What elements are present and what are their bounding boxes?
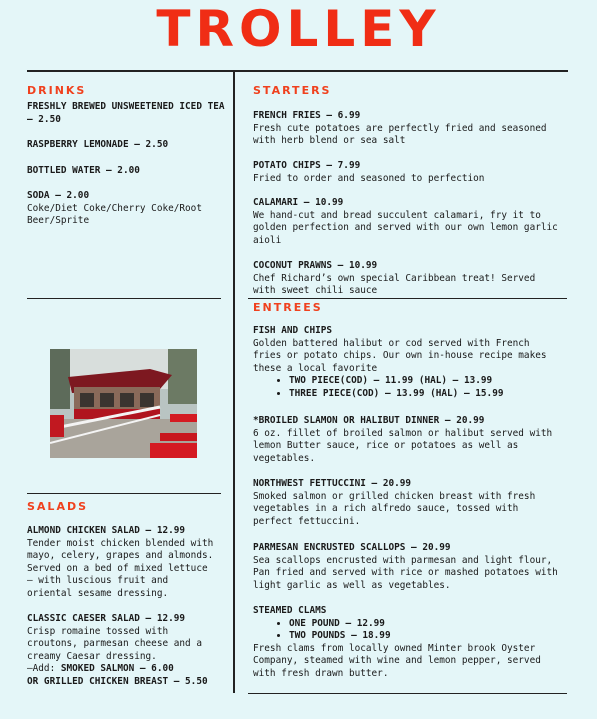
option-two-pounds: • TWO POUNDS – 18.99	[289, 630, 563, 643]
trolley-photo	[50, 349, 197, 458]
page-title: TROLLEY	[156, 0, 441, 58]
option-two-piece: • TWO PIECE(COD) – 11.99 (HAL) – 13.99	[289, 375, 563, 388]
entree-broiled-salmon: *BROILED SLAMON OR HALIBUT DINNER – 20.99 6 oz. fillet of broiled salmon or halibut served with lemon Butter sauce, rice or potatoes as well as vegetables.	[253, 415, 553, 464]
starter-coconut-prawns: COCONUT PRAWNS – 10.99 Chef Richard’s own special Caribbean treat! Served with sweet chili sauce	[253, 260, 536, 297]
salads-heading: SALADS	[27, 500, 89, 513]
bottom-divider	[248, 693, 567, 694]
starter-potato-chips: POTATO CHIPS – 7.99 Fried to order and seasoned to perfection	[253, 160, 485, 184]
drink-soda: SODA – 2.00 Coke/Diet Coke/Cherry Coke/Root Beer/Sprite	[27, 190, 202, 227]
entree-steamed-clams: STEAMED CLAMS • ONE POUND – 12.99 • TWO POUNDS – 18.99 Fresh clams from locally owned Minter brook Oyster Company, steamed with wine and lemon pepper, served with fresh drawn butter.	[253, 605, 563, 681]
drink-raspberry-lemonade: RASPBERRY LEMONADE – 2.50	[27, 139, 169, 150]
entree-parmesan-scallops: PARMESAN ENCRUSTED SCALLOPS – 20.99 Sea scallops encrusted with parmesan and light flour, Pan fried and served with rice or mashed potatoes with light garlic as well as vegetables.	[253, 542, 558, 591]
starter-calamari: CALAMARI – 10.99 We hand-cut and bread succulent calamari, fry it to golden perfection and served with our own lemon garlic aioli	[253, 197, 558, 246]
salad-classic-caeser: CLASSIC CAESER SALAD – 12.99 Crisp romaine tossed with croutons, parmesan cheese and a creamy Caesar dressing. –Add: SMOKED SALMON – 6.00 OR GRILLED CHICKEN BREAST – 5.50	[27, 613, 208, 687]
option-one-pound: • ONE POUND – 12.99	[289, 618, 563, 631]
entree-northwest-fettuccini: NORTHWEST FETTUCCINI – 20.99 Smoked salmon or grilled chicken breast with fresh vegetables in a rich alfredo sauce, tossed with perfect fettuccini.	[253, 478, 536, 527]
drink-bottled-water: BOTTLED WATER – 2.00	[27, 165, 140, 176]
center-divider	[233, 71, 235, 693]
salad-almond-chicken: ALMOND CHICKEN SALAD – 12.99 Tender moist chicken blended with mayo, celery, grapes and almonds. Served on a bed of mixed lettuce – with luscious fruit and oriental sesame dressing.	[27, 525, 214, 599]
drink-iced-tea: FRESHLY BREWED UNSWEETENED ICED TEA – 2.50	[27, 101, 225, 125]
starters-heading: STARTERS	[253, 84, 332, 97]
starters-divider	[248, 298, 567, 299]
option-three-piece: • THREE PIECE(COD) – 13.99 (HAL) – 15.99	[289, 388, 563, 401]
entrees-heading: ENTREES	[253, 301, 323, 314]
drinks-heading: DRINKS	[27, 84, 87, 97]
drinks-divider	[27, 298, 221, 299]
top-divider	[27, 70, 568, 72]
photo-divider	[27, 493, 221, 494]
starter-french-fries: FRENCH FRIES – 6.99 Fresh cute potatoes are perfectly fried and seasoned with herb blend or sea salt	[253, 110, 547, 147]
entree-fish-and-chips: FISH AND CHIPS Golden battered halibut or cod served with French fries or potato chips. Our own in-house recipe makes these a local favorite • TWO PIECE(COD) – 11.99 (HAL) – 13.99 • THREE PIECE(COD) – 13.99 (HAL) – 15.99	[253, 325, 563, 401]
